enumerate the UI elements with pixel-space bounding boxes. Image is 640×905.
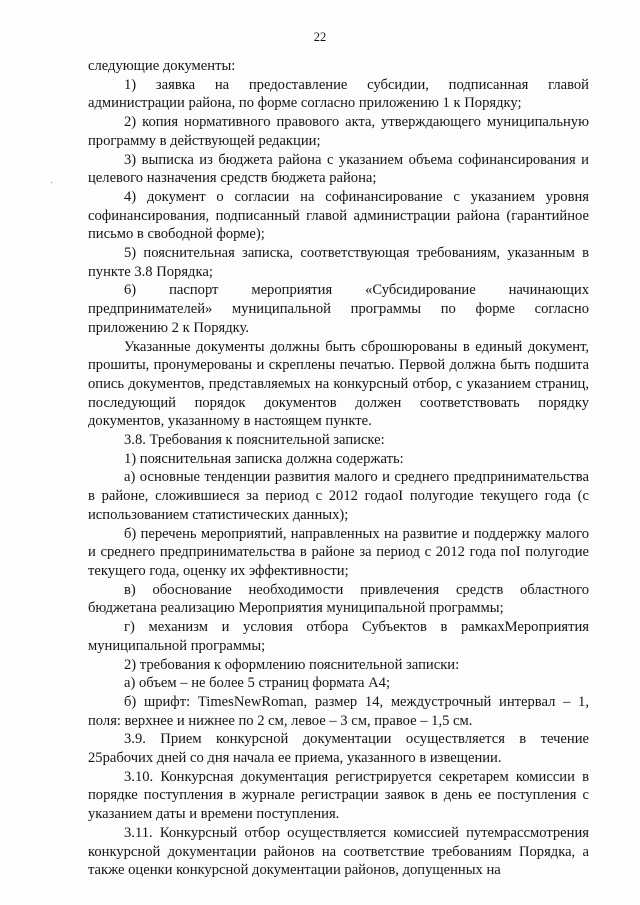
paragraph-item-4: 4) документ о согласии на софинансирование с указанием уровня софинансирования, подписанный главой администрации района (гарантийное письмо в свободной форме);: [88, 188, 589, 243]
paragraph-item-5: 5) пояснительная записка, соответствующая требованиям, указанным в пункте 3.8 Порядка;: [88, 245, 589, 280]
margin-mark: ·: [50, 177, 54, 188]
paragraph-3-8-1-b: б) перечень мероприятий, направленных на развитие и поддержку малого и среднего предпринимательства в районе за период с 2012 года поI полугодие текущего года, оценку их эффективности;: [88, 525, 589, 579]
paragraph-item-2: 2) копия нормативного правового акта, утверждающего муниципальную программу в действующей редакции;: [88, 114, 589, 149]
paragraph-3-8-1-g: г) механизм и условия отбора Субъектов в рамкахМероприятия муниципальной программы;: [88, 619, 589, 654]
paragraph-3-8-2-a: а) объем – не более 5 страниц формата А4;: [124, 675, 391, 692]
paragraph-binding-requirements: Указанные документы должны быть сброшюрованы в единый документ, прошиты, пронумерованы и скреплены печатью. Первой должна быть подшита опись документов, представляемых на конкурсный отбор, с указанием страниц, последующий порядок документов должен соответствовать порядку документов, указанному в настоящем пункте.: [88, 338, 589, 430]
paragraph-section-3-10: 3.10. Конкурсная документация регистрируется секретарем комиссии в порядке поступления в журнале регистрации заявок в день ее поступления с указанием даты и времени поступления.: [88, 768, 589, 823]
paragraph-section-3-8: 3.8. Требования к пояснительной записке:: [124, 432, 385, 449]
paragraph-item-1: 1) заявка на предоставление субсидии, подписанная главой администрации района, по форме согласно приложению 1 к Порядку;: [88, 76, 589, 112]
paragraph-item-3: 3) выписка из бюджета района с указанием объема софинансирования и целевого назначения средств бюджета района;: [88, 151, 589, 187]
paragraph-section-3-9: 3.9. Прием конкурсной документации осуществляется в течение 25рабочих дней со дня начала ее приема, указанного в извещении.: [88, 731, 589, 767]
paragraph-item-6: 6) паспорт мероприятия «Субсидирование начинающих предпринимателей» муниципальной программы по форме согласно приложению 2 к Порядку.: [88, 282, 589, 336]
paragraph-3-8-1-v: в) обоснование необходимости привлечения средств областного бюджетана реализацию Мероприятия муниципальной программы;: [88, 581, 589, 617]
paragraph-3-8-1: 1) пояснительная записка должна содержать:: [124, 450, 404, 467]
paragraph-intro: следующие документы:: [88, 58, 236, 74]
paragraph-3-8-1-a: а) основные тенденции развития малого и среднего предпринимательства в районе, сложившиеся за период с 2012 годаоI полугодие текущего года (с использованием статистических данных);: [88, 469, 589, 523]
document-body: [88, 57, 589, 880]
paragraph-3-8-2-b: б) шрифт: TimesNewRoman, размер 14, междустрочный интервал – 1, поля: верхнее и нижнее по 2 см, левое – 3 см, правое – 1,5 см.: [88, 693, 589, 729]
page-number: 22: [313, 30, 327, 44]
paragraph-3-8-2: 2) требования к оформлению пояснительной записки:: [124, 656, 460, 673]
paragraph-section-3-11: 3.11. Конкурсный отбор осуществляется комиссией путемрассмотрения конкурсной документации районов на соответствие требованиям Порядка, а также оценки конкурсной документации районов, допущенных на: [88, 824, 589, 879]
